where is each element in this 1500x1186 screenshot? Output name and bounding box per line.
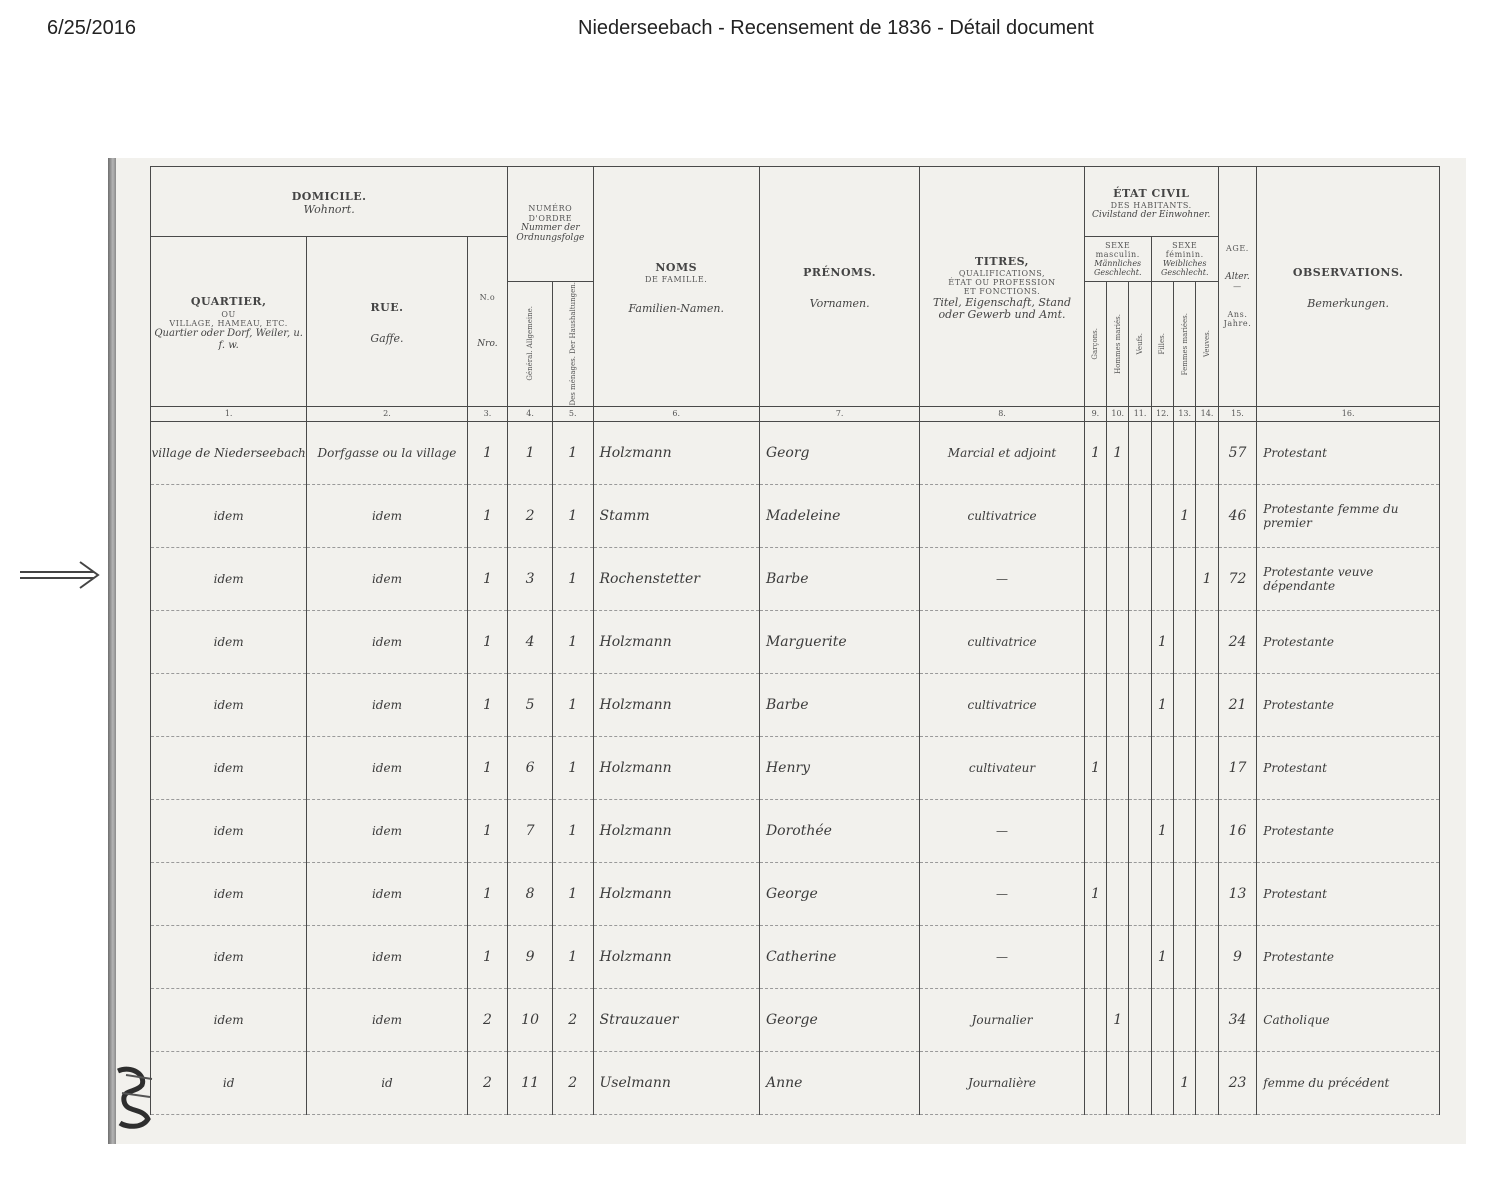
- age-cell: 34: [1218, 988, 1257, 1051]
- observation-cell: Protestante: [1257, 925, 1440, 988]
- quartier-cell: idem: [151, 673, 307, 736]
- rue-cell: idem: [307, 484, 467, 547]
- numero-general-cell: 3: [508, 547, 553, 610]
- veuves-cell: [1196, 1051, 1218, 1114]
- observation-cell: Protestante: [1257, 673, 1440, 736]
- quartier-cell: idem: [151, 484, 307, 547]
- numero-general-header: Général. Allgemeine.: [508, 282, 553, 407]
- rue-header: RUE. Gaffe.: [307, 237, 467, 407]
- femmes-mariees-cell: 1: [1174, 484, 1196, 547]
- family-name-cell: Holzmann: [593, 610, 759, 673]
- column-number-row: [151, 406, 1440, 421]
- quartier-cell: village de Niederseebach: [151, 421, 307, 484]
- age-cell: 46: [1218, 484, 1257, 547]
- veuves-cell: [1196, 673, 1218, 736]
- hommes-maries-cell: 1: [1107, 421, 1129, 484]
- filles-cell: [1151, 421, 1173, 484]
- numero-menage-cell: 1: [552, 673, 593, 736]
- numero-general-cell: 8: [508, 862, 553, 925]
- table-row: [151, 484, 1440, 547]
- first-name-cell: George: [759, 988, 919, 1051]
- family-name-cell: Holzmann: [593, 673, 759, 736]
- femmes-mariees-cell: 1: [1174, 1051, 1196, 1114]
- maison-no-cell: 1: [467, 610, 508, 673]
- sexe-feminin-header: SEXE féminin. Weibliches Geschlecht.: [1151, 237, 1218, 282]
- quartier-cell: idem: [151, 610, 307, 673]
- maison-no-cell: 1: [467, 547, 508, 610]
- hommes-maries-cell: [1107, 862, 1129, 925]
- garcons-cell: [1084, 799, 1106, 862]
- hommes-maries-cell: 1: [1107, 988, 1129, 1051]
- page-title: Niederseebach - Recensement de 1836 - Détail document: [578, 17, 1094, 39]
- column-number: 5.: [552, 406, 593, 421]
- profession-cell: cultivatrice: [920, 610, 1084, 673]
- observation-cell: femme du précédent: [1257, 1051, 1440, 1114]
- age-cell: 16: [1218, 799, 1257, 862]
- veuves-cell: [1196, 421, 1218, 484]
- numero-general-cell: 4: [508, 610, 553, 673]
- sexe-masculin-header: SEXE masculin. Männliches Geschlecht.: [1084, 237, 1151, 282]
- garcons-cell: 1: [1084, 736, 1106, 799]
- filles-cell: 1: [1151, 925, 1173, 988]
- quartier-cell: id: [151, 1051, 307, 1114]
- observation-cell: Protestante: [1257, 799, 1440, 862]
- table-row: [151, 862, 1440, 925]
- filles-cell: [1151, 547, 1173, 610]
- rue-cell: idem: [307, 736, 467, 799]
- hommes-maries-cell: [1107, 736, 1129, 799]
- age-cell: 24: [1218, 610, 1257, 673]
- column-number: 10.: [1107, 406, 1129, 421]
- hommes-maries-cell: [1107, 925, 1129, 988]
- column-number: 16.: [1257, 406, 1440, 421]
- age-cell: 57: [1218, 421, 1257, 484]
- family-name-cell: Rochenstetter: [593, 547, 759, 610]
- column-number: 1.: [151, 406, 307, 421]
- first-name-cell: Anne: [759, 1051, 919, 1114]
- hommes-maries-header: Hommes mariés.: [1107, 282, 1129, 407]
- filles-cell: [1151, 862, 1173, 925]
- quartier-cell: idem: [151, 988, 307, 1051]
- numero-menage-cell: 1: [552, 610, 593, 673]
- table-row: [151, 673, 1440, 736]
- observation-cell: Protestante veuve dépendante: [1257, 547, 1440, 610]
- veufs-cell: [1129, 547, 1151, 610]
- rue-cell: idem: [307, 799, 467, 862]
- veuves-cell: [1196, 484, 1218, 547]
- first-name-cell: Henry: [759, 736, 919, 799]
- numero-general-cell: 5: [508, 673, 553, 736]
- veuves-cell: [1196, 610, 1218, 673]
- observation-cell: Protestante: [1257, 610, 1440, 673]
- quartier-cell: idem: [151, 736, 307, 799]
- first-name-cell: George: [759, 862, 919, 925]
- profession-cell: cultivatrice: [920, 673, 1084, 736]
- numero-general-cell: 10: [508, 988, 553, 1051]
- rue-cell: Dorfgasse ou la village: [307, 421, 467, 484]
- garcons-cell: [1084, 988, 1106, 1051]
- quartier-cell: idem: [151, 925, 307, 988]
- veufs-cell: [1129, 799, 1151, 862]
- column-number: 7.: [759, 406, 919, 421]
- garcons-cell: 1: [1084, 421, 1106, 484]
- print-date: 6/25/2016: [47, 17, 136, 39]
- numero-menage-cell: 1: [552, 862, 593, 925]
- quartier-cell: idem: [151, 862, 307, 925]
- veuves-header: Veuves.: [1196, 282, 1218, 407]
- hommes-maries-cell: [1107, 610, 1129, 673]
- table-row: [151, 547, 1440, 610]
- prenoms-header: PRÉNOMS. Vornamen.: [759, 167, 919, 407]
- filles-cell: 1: [1151, 673, 1173, 736]
- age-cell: 9: [1218, 925, 1257, 988]
- rue-cell: idem: [307, 988, 467, 1051]
- family-name-cell: Holzmann: [593, 925, 759, 988]
- column-number: 8.: [920, 406, 1084, 421]
- column-number: 2.: [307, 406, 467, 421]
- profession-cell: —: [920, 547, 1084, 610]
- profession-cell: cultivateur: [920, 736, 1084, 799]
- double-arrow-icon: [18, 558, 100, 592]
- femmes-mariees-cell: [1174, 421, 1196, 484]
- rue-cell: idem: [307, 610, 467, 673]
- veuves-cell: [1196, 988, 1218, 1051]
- column-number: 14.: [1196, 406, 1218, 421]
- hommes-maries-cell: [1107, 547, 1129, 610]
- maison-no-cell: 1: [467, 673, 508, 736]
- femmes-mariees-cell: [1174, 799, 1196, 862]
- femmes-mariees-cell: [1174, 862, 1196, 925]
- numero-menage-cell: 1: [552, 799, 593, 862]
- profession-cell: Journalière: [920, 1051, 1084, 1114]
- veufs-cell: [1129, 988, 1151, 1051]
- numero-general-cell: 6: [508, 736, 553, 799]
- garcons-cell: [1084, 1051, 1106, 1114]
- table-row: [151, 925, 1440, 988]
- maison-no-cell: 1: [467, 421, 508, 484]
- garcons-header: Garçons.: [1084, 282, 1106, 407]
- first-name-cell: Dorothée: [759, 799, 919, 862]
- census-table: [150, 166, 1440, 1115]
- family-name-cell: Holzmann: [593, 799, 759, 862]
- femmes-mariees-cell: [1174, 925, 1196, 988]
- numero-header: NUMÉRO D'ORDRE Nummer der Ordnungsfolge: [508, 167, 593, 282]
- veufs-cell: [1129, 862, 1151, 925]
- profession-cell: —: [920, 799, 1084, 862]
- numero-menage-cell: 1: [552, 925, 593, 988]
- family-name-cell: Uselmann: [593, 1051, 759, 1114]
- observations-header: OBSERVATIONS. Bemerkungen.: [1257, 167, 1440, 407]
- numero-menage-cell: 2: [552, 1051, 593, 1114]
- table-row: [151, 1051, 1440, 1114]
- titres-header: TITRES, QUALIFICATIONS, ÉTAT OU PROFESSION ET FONCTIONS. Titel, Eigenschaft, Stand oder Gewerb und Amt.: [920, 167, 1084, 407]
- profession-cell: —: [920, 862, 1084, 925]
- numero-menage-cell: 1: [552, 736, 593, 799]
- age-header: AGE. Alter. — Ans. Jahre.: [1218, 167, 1257, 407]
- column-number: 15.: [1218, 406, 1257, 421]
- veufs-cell: [1129, 1051, 1151, 1114]
- no-header: N.o Nro.: [467, 237, 508, 407]
- census-sheet-scan: [108, 158, 1466, 1144]
- veufs-cell: [1129, 736, 1151, 799]
- numero-menage-cell: 2: [552, 988, 593, 1051]
- hommes-maries-cell: [1107, 799, 1129, 862]
- column-number: 13.: [1174, 406, 1196, 421]
- quartier-cell: idem: [151, 799, 307, 862]
- maison-no-cell: 2: [467, 1051, 508, 1114]
- age-cell: 17: [1218, 736, 1257, 799]
- rue-cell: idem: [307, 925, 467, 988]
- family-name-cell: Holzmann: [593, 736, 759, 799]
- maison-no-cell: 1: [467, 925, 508, 988]
- numero-general-cell: 9: [508, 925, 553, 988]
- veuves-cell: [1196, 799, 1218, 862]
- veufs-header: Veufs.: [1129, 282, 1151, 407]
- maison-no-cell: 1: [467, 484, 508, 547]
- age-cell: 13: [1218, 862, 1257, 925]
- observation-cell: Catholique: [1257, 988, 1440, 1051]
- maison-no-cell: 2: [467, 988, 508, 1051]
- observation-cell: Protestante femme du premier: [1257, 484, 1440, 547]
- first-name-cell: Catherine: [759, 925, 919, 988]
- veufs-cell: [1129, 925, 1151, 988]
- numero-general-cell: 11: [508, 1051, 553, 1114]
- femmes-mariees-cell: [1174, 673, 1196, 736]
- filles-cell: 1: [1151, 610, 1173, 673]
- quartier-cell: idem: [151, 547, 307, 610]
- noms-header: NOMS DE FAMILLE. Familien-Namen.: [593, 167, 759, 407]
- profession-cell: Marcial et adjoint: [920, 421, 1084, 484]
- numero-menage-cell: 1: [552, 547, 593, 610]
- table-row: [151, 610, 1440, 673]
- numero-menage-cell: 1: [552, 421, 593, 484]
- maison-no-cell: 1: [467, 799, 508, 862]
- femmes-mariees-cell: [1174, 736, 1196, 799]
- filles-cell: [1151, 988, 1173, 1051]
- numero-menages-header: Des ménages. Der Haushaltungen.: [552, 282, 593, 407]
- garcons-cell: 1: [1084, 862, 1106, 925]
- garcons-cell: [1084, 673, 1106, 736]
- veuves-cell: 1: [1196, 547, 1218, 610]
- rue-cell: id: [307, 1051, 467, 1114]
- column-number: 4.: [508, 406, 553, 421]
- veuves-cell: [1196, 925, 1218, 988]
- garcons-cell: [1084, 484, 1106, 547]
- etat-civil-header: ÉTAT CIVIL DES HABITANTS. Civilstand der Einwohner.: [1084, 167, 1218, 237]
- first-name-cell: Barbe: [759, 673, 919, 736]
- column-number: 6.: [593, 406, 759, 421]
- veufs-cell: [1129, 421, 1151, 484]
- femmes-mariees-cell: [1174, 988, 1196, 1051]
- first-name-cell: Marguerite: [759, 610, 919, 673]
- numero-menage-cell: 1: [552, 484, 593, 547]
- femmes-mariees-cell: [1174, 547, 1196, 610]
- quartier-header: QUARTIER, OU VILLAGE, HAMEAU, ETC. Quartier oder Dorf, Weiler, u. f. w.: [151, 237, 307, 407]
- profession-cell: Journalier: [920, 988, 1084, 1051]
- family-name-cell: Strauzauer: [593, 988, 759, 1051]
- filles-cell: [1151, 736, 1173, 799]
- garcons-cell: [1084, 547, 1106, 610]
- table-row: [151, 421, 1440, 484]
- veuves-cell: [1196, 862, 1218, 925]
- profession-cell: —: [920, 925, 1084, 988]
- first-name-cell: Barbe: [759, 547, 919, 610]
- filles-cell: [1151, 1051, 1173, 1114]
- column-number: 11.: [1129, 406, 1151, 421]
- veufs-cell: [1129, 673, 1151, 736]
- filles-cell: 1: [1151, 799, 1173, 862]
- domicile-header: DOMICILE. Wohnort.: [151, 167, 508, 237]
- numero-general-cell: 2: [508, 484, 553, 547]
- veufs-cell: [1129, 484, 1151, 547]
- veuves-cell: [1196, 736, 1218, 799]
- table-row: [151, 799, 1440, 862]
- garcons-cell: [1084, 610, 1106, 673]
- family-name-cell: Holzmann: [593, 862, 759, 925]
- profession-cell: cultivatrice: [920, 484, 1084, 547]
- veufs-cell: [1129, 610, 1151, 673]
- family-name-cell: Stamm: [593, 484, 759, 547]
- maison-no-cell: 1: [467, 862, 508, 925]
- garcons-cell: [1084, 925, 1106, 988]
- age-cell: 21: [1218, 673, 1257, 736]
- numero-general-cell: 1: [508, 421, 553, 484]
- age-cell: 72: [1218, 547, 1257, 610]
- observation-cell: Protestant: [1257, 862, 1440, 925]
- rue-cell: idem: [307, 673, 467, 736]
- table-row: [151, 988, 1440, 1051]
- binding-edge: [108, 158, 116, 1144]
- observation-cell: Protestant: [1257, 421, 1440, 484]
- first-name-cell: Georg: [759, 421, 919, 484]
- column-number: 12.: [1151, 406, 1173, 421]
- hommes-maries-cell: [1107, 673, 1129, 736]
- family-name-cell: Holzmann: [593, 421, 759, 484]
- column-number: 3.: [467, 406, 508, 421]
- age-cell: 23: [1218, 1051, 1257, 1114]
- rue-cell: idem: [307, 547, 467, 610]
- first-name-cell: Madeleine: [759, 484, 919, 547]
- numero-general-cell: 7: [508, 799, 553, 862]
- femmes-mariees-header: Femmes mariées.: [1174, 282, 1196, 407]
- hommes-maries-cell: [1107, 1051, 1129, 1114]
- filles-header: Filles.: [1151, 282, 1173, 407]
- hommes-maries-cell: [1107, 484, 1129, 547]
- column-number: 9.: [1084, 406, 1106, 421]
- maison-no-cell: 1: [467, 736, 508, 799]
- observation-cell: Protestant: [1257, 736, 1440, 799]
- table-row: [151, 736, 1440, 799]
- rue-cell: idem: [307, 862, 467, 925]
- femmes-mariees-cell: [1174, 610, 1196, 673]
- filles-cell: [1151, 484, 1173, 547]
